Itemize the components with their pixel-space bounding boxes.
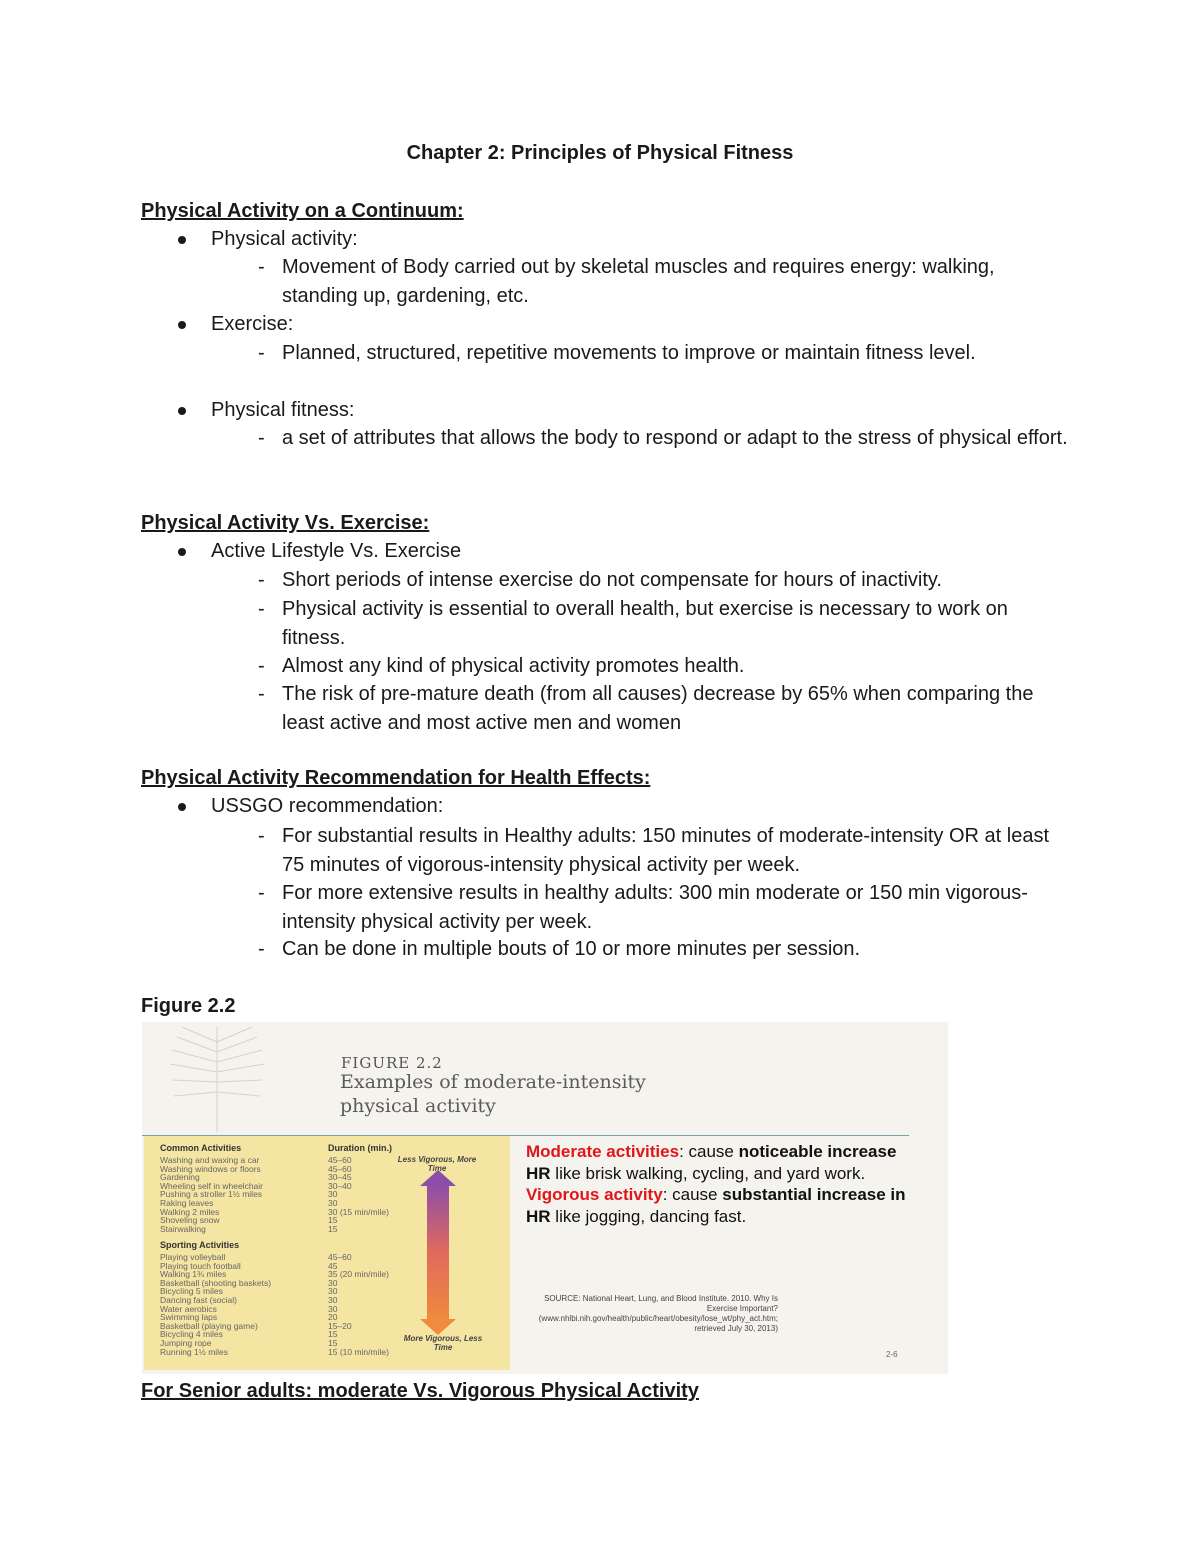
dash-marker: - (258, 342, 265, 364)
sub-item: Almost any kind of physical activity promotes health. (282, 655, 745, 677)
sub-item: Short periods of intense exercise do not compensate for hours of inactivity. (282, 569, 942, 591)
table-cell-activity: Running 1½ miles (160, 1346, 229, 1357)
table-cell-activity: Dancing fast (social) (160, 1295, 238, 1305)
table-cell-activity: Playing volleyball (160, 1252, 226, 1262)
text-span: like jogging, dancing fast. (550, 1206, 747, 1226)
table-cell-activity: Walking 1¾ miles (160, 1269, 227, 1280)
table-cell-duration: 45 (328, 1260, 338, 1271)
table-cell-duration: 15 (328, 1329, 338, 1340)
intensity-arrow (427, 1184, 449, 1320)
dash-marker: - (258, 569, 265, 591)
bullet-active-lifestyle: Active Lifestyle Vs. Exercise (211, 540, 462, 562)
dash-marker: - (258, 825, 265, 847)
sub-item: a set of attributes that allows the body to respond or adapt to the stress of physical effort. (282, 427, 1068, 449)
table-cell-activity: Water aerobics (160, 1303, 217, 1314)
text-span: : cause (662, 1185, 723, 1204)
arrow-down-icon (420, 1319, 456, 1335)
table-cell-duration: 20 (328, 1312, 338, 1323)
bullet-physical-activity: Physical activity: (211, 228, 358, 250)
sub-item: Movement of Body carried out by skeletal muscles and requires energy: walking, standing up, gardening, etc. (282, 256, 995, 307)
table-cell-duration: 45–60 (328, 1163, 352, 1174)
bullet-exercise: Exercise: (211, 313, 294, 335)
arrow-label-top: Less Vigorous, More Time (397, 1155, 477, 1173)
bold-span: substantial increase in HR (526, 1185, 906, 1226)
sub-item: Can be done in multiple bouts of 10 or more minutes per session. (282, 938, 861, 960)
table-cell-duration: 15 (10 min/mile) (328, 1346, 389, 1357)
table-cell-duration: 30 (328, 1189, 338, 1200)
figure-source: SOURCE: National Heart, Lung, and Blood Institute. 2010. Why Is Exercise Important? (www.nhlbi.nih.gov/health/public/heart/obesity/lose_wt/phy_act.htm; retrieved July 30, 2013) (538, 1294, 778, 1333)
dash-marker: - (258, 256, 265, 278)
table-cell-duration: 35 (20 min/mile) (328, 1269, 389, 1280)
table-cell-duration: 30 (328, 1303, 338, 1314)
table-cell-activity: Raking leaves (160, 1198, 214, 1208)
dash-marker: - (258, 427, 265, 449)
section-heading-continuum: Physical Activity on a Continuum: (141, 200, 464, 222)
table-cell-duration: 30–40 (328, 1180, 352, 1191)
figure-caption-title: Examples of moderate-intensity physical activity (340, 1071, 646, 1117)
bullet-icon (178, 548, 186, 556)
section-heading-recommendation: Physical Activity Recommendation for Health Effects: (141, 767, 651, 789)
sub-item: Planned, structured, repetitive movements to improve or maintain fitness level. (282, 342, 976, 364)
table-header-activities: Common Activities (160, 1143, 242, 1153)
table-cell-duration: 15–20 (328, 1320, 352, 1331)
table-cell-activity: Basketball (shooting baskets) (160, 1277, 272, 1288)
arrow-label-bottom: More Vigorous, Less Time (403, 1334, 483, 1352)
table-cell-activity: Stairwalking (160, 1223, 206, 1234)
table-cell-duration: 30 (328, 1198, 338, 1208)
table-cell-duration: 45–60 (328, 1155, 352, 1165)
table-cell-duration: 15 (328, 1338, 338, 1348)
moderate-term: Moderate activities (526, 1142, 680, 1161)
figure-description (526, 1141, 906, 1227)
table-cell-duration: 30 (328, 1295, 338, 1305)
dash-marker: - (258, 882, 265, 904)
figure-label: Figure 2.2 (141, 995, 236, 1017)
table-cell-activity: Wheeling self in wheelchair (160, 1180, 263, 1191)
bullet-ussgo: USSGO recommendation: (211, 795, 444, 817)
table-header-duration: Duration (min.) (328, 1143, 392, 1153)
text-span: : cause (679, 1142, 739, 1161)
figure-caption-number: FIGURE 2.2 (341, 1054, 443, 1072)
dash-marker: - (258, 598, 265, 620)
bullet-icon (178, 236, 186, 244)
table-cell-activity: Walking 2 miles (160, 1206, 220, 1217)
table-cell-activity: Washing windows or floors (160, 1163, 261, 1174)
table-cell-activity: Bicycling 5 miles (160, 1286, 223, 1297)
page-title: Chapter 2: Principles of Physical Fitness (406, 142, 794, 164)
bullet-physical-fitness: Physical fitness: (211, 399, 355, 421)
table-cell-activity: Bicycling 4 miles (160, 1329, 223, 1340)
table-cell-activity: Pushing a stroller 1½ miles (160, 1189, 263, 1200)
dash-marker: - (258, 938, 265, 960)
sub-item: For substantial results in Healthy adults: 150 minutes of moderate-intensity OR at least 75 minutes of vigorous-intensity physical activity per week. (282, 825, 1050, 876)
feather-decoration-icon (162, 1022, 272, 1132)
table-cell-activity: Jumping rope (160, 1338, 212, 1348)
text-span: like brisk walking, cycling, and yard work. (550, 1163, 866, 1183)
table-cell-duration: 30 (328, 1286, 338, 1297)
bullet-icon (178, 321, 186, 329)
table-cell-activity: Basketball (playing game) (160, 1320, 258, 1331)
table-cell-duration: 15 (328, 1223, 338, 1234)
dash-marker: - (258, 683, 265, 705)
bold-span: noticeable increase HR (526, 1142, 897, 1183)
sub-item: For more extensive results in healthy adults: 300 min moderate or 150 min vigorous-intensity physical activity per week. (282, 882, 1028, 933)
table-cell-duration: 30 (328, 1277, 338, 1288)
table-cell-duration: 45–60 (328, 1252, 352, 1262)
table-cell-duration: 30 (15 min/mile) (328, 1206, 389, 1217)
table-cell-activity: Gardening (160, 1172, 200, 1183)
bullet-icon (178, 407, 186, 415)
table-cell-duration: 15 (328, 1215, 338, 1226)
section-heading-vs-exercise: Physical Activity Vs. Exercise: (141, 512, 430, 534)
table-cell-activity: Playing touch football (160, 1260, 241, 1271)
table-cell-activity: Washing and waxing a car (160, 1155, 260, 1165)
table-cell-activity: Swimming laps (160, 1312, 218, 1323)
section-heading-senior-adults: For Senior adults: moderate Vs. Vigorous Physical Activity (141, 1380, 699, 1402)
dash-marker: - (258, 655, 265, 677)
vigorous-term: Vigorous activity (526, 1185, 663, 1204)
figure-image (142, 1022, 948, 1374)
sub-item: Physical activity is essential to overall health, but exercise is necessary to work on fitness. (282, 598, 1008, 649)
table-cell-activity: Shoveling snow (160, 1215, 220, 1226)
table-header-sporting: Sporting Activities (160, 1240, 240, 1250)
table-cell-duration: 30–45 (328, 1172, 352, 1183)
bullet-icon (178, 803, 186, 811)
sub-item: The risk of pre-mature death (from all causes) decrease by 65% when comparing the least active and most active men and women (282, 683, 1034, 734)
figure-page-mark: 2-6 (886, 1350, 898, 1359)
